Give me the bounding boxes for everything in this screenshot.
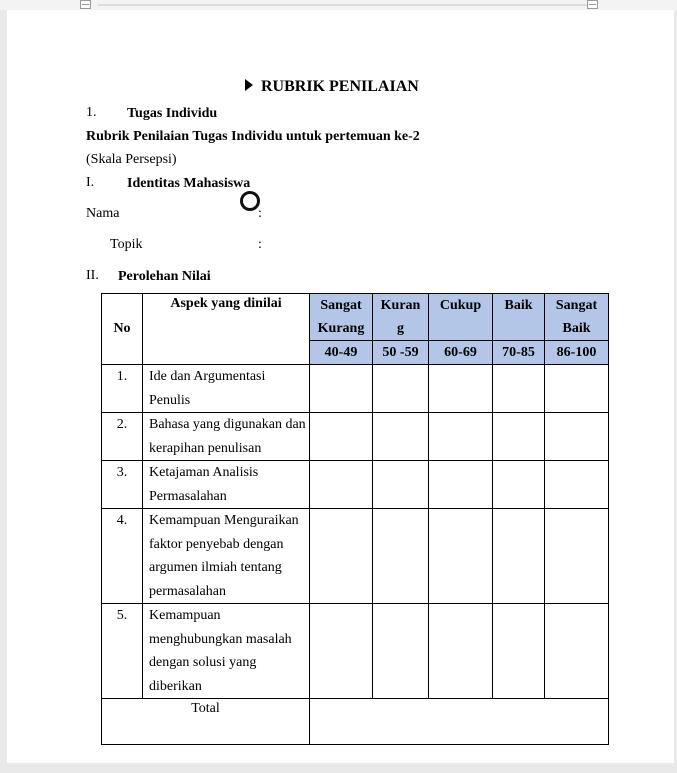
document-title: RUBRIK PENILAIAN bbox=[261, 78, 419, 95]
aspect-line: dengan solusi yang bbox=[149, 655, 257, 670]
header-label-line: Cukup bbox=[439, 298, 482, 313]
score-cell[interactable] bbox=[545, 461, 609, 509]
header-cukup bbox=[429, 294, 493, 341]
aspect-line: argumen ilmiah tentang bbox=[149, 560, 282, 575]
aspect-line: Kemampuan bbox=[149, 608, 221, 623]
header-label-line: g bbox=[397, 321, 404, 336]
score-cell[interactable] bbox=[493, 461, 545, 509]
header-sangat-baik bbox=[545, 294, 609, 341]
header-aspect: Aspek yang dinilai bbox=[143, 294, 310, 365]
ruler-track bbox=[98, 4, 588, 6]
aspect-cell bbox=[143, 413, 310, 461]
score-cell[interactable] bbox=[545, 365, 609, 413]
right-indent-marker[interactable] bbox=[587, 0, 598, 9]
scale-note: (Skala Persepsi) bbox=[86, 152, 177, 167]
score-cell[interactable] bbox=[429, 413, 493, 461]
aspect-cell bbox=[143, 365, 310, 413]
row-number: 2. bbox=[102, 413, 143, 461]
score-cell[interactable] bbox=[310, 365, 373, 413]
score-cell[interactable] bbox=[493, 365, 545, 413]
total-label: Total bbox=[102, 699, 310, 745]
aspect-cell bbox=[143, 509, 310, 604]
identity-title: Identitas Mahasiswa bbox=[127, 176, 251, 191]
table-row bbox=[102, 461, 609, 509]
score-cell[interactable] bbox=[310, 604, 373, 699]
range-cell: 40-49 bbox=[310, 341, 373, 365]
aspect-line: Bahasa yang digunakan dan bbox=[149, 417, 306, 432]
aspect-cell bbox=[143, 461, 310, 509]
aspect-cell bbox=[143, 604, 310, 699]
header-label-line: Sangat bbox=[555, 298, 598, 313]
document-title-line bbox=[245, 77, 419, 97]
row-number: 1. bbox=[102, 365, 143, 413]
score-cell[interactable] bbox=[429, 461, 493, 509]
score-cell[interactable] bbox=[310, 413, 373, 461]
score-cell[interactable] bbox=[493, 604, 545, 699]
scores-title: Perolehan Nilai bbox=[118, 269, 211, 284]
range-cell: 86-100 bbox=[545, 341, 609, 365]
range-cell: 60-69 bbox=[429, 341, 493, 365]
aspect-line: Permasalahan bbox=[149, 488, 227, 504]
score-cell[interactable] bbox=[373, 413, 429, 461]
section1-number: 1. bbox=[86, 105, 97, 120]
range-cell: 70-85 bbox=[493, 341, 545, 365]
identity-number: I. bbox=[86, 175, 95, 190]
header-label-line: Sangat bbox=[320, 298, 362, 313]
table-row bbox=[102, 365, 609, 413]
scoring-table bbox=[101, 293, 609, 745]
aspect-line: Ketajaman Analisis bbox=[149, 465, 259, 480]
total-row bbox=[102, 699, 609, 745]
score-cell[interactable] bbox=[373, 509, 429, 604]
triangle-bullet-icon bbox=[245, 79, 253, 91]
row-number: 3. bbox=[102, 461, 143, 509]
score-cell[interactable] bbox=[545, 509, 609, 604]
header-kurang bbox=[373, 294, 429, 341]
score-cell[interactable] bbox=[373, 461, 429, 509]
aspect-line: permasalahan bbox=[149, 583, 226, 599]
table-row bbox=[102, 413, 609, 461]
name-colon: : bbox=[258, 206, 262, 221]
header-no: No bbox=[102, 294, 143, 365]
header-row bbox=[102, 294, 609, 341]
header-label-line: Baik bbox=[562, 321, 591, 336]
score-cell[interactable] bbox=[429, 365, 493, 413]
aspect-line: Penulis bbox=[149, 392, 191, 408]
topic-colon: : bbox=[258, 237, 262, 252]
aspect-line: menghubungkan masalah bbox=[149, 631, 292, 647]
header-sangat-kurang bbox=[310, 294, 373, 341]
aspect-line: faktor penyebab dengan bbox=[149, 536, 284, 552]
row-number: 4. bbox=[102, 509, 143, 604]
aspect-line: Ide dan Argumentasi bbox=[149, 369, 266, 384]
score-cell[interactable] bbox=[429, 604, 493, 699]
header-label-line: Baik bbox=[504, 298, 533, 313]
aspect-line: Kemampuan Menguraikan bbox=[149, 513, 299, 528]
score-cell[interactable] bbox=[545, 413, 609, 461]
rubric-subtitle: Rubrik Penilaian Tugas Individu untuk pertemuan ke-2 bbox=[86, 129, 420, 144]
header-baik bbox=[493, 294, 545, 341]
aspect-line: kerapihan penulisan bbox=[149, 440, 262, 456]
score-cell[interactable] bbox=[429, 509, 493, 604]
name-label: Nama bbox=[86, 206, 120, 221]
header-label-line: Kurang bbox=[317, 321, 365, 336]
horizontal-ruler bbox=[0, 0, 677, 10]
table-row bbox=[102, 604, 609, 699]
section1-title: Tugas Individu bbox=[127, 106, 218, 121]
left-indent-marker[interactable] bbox=[80, 0, 91, 9]
total-value-cell[interactable] bbox=[310, 699, 609, 745]
score-cell[interactable] bbox=[493, 413, 545, 461]
scores-number: II. bbox=[86, 268, 99, 283]
score-cell[interactable] bbox=[373, 365, 429, 413]
score-cell[interactable] bbox=[545, 604, 609, 699]
table-row bbox=[102, 509, 609, 604]
score-cell[interactable] bbox=[310, 509, 373, 604]
score-cell[interactable] bbox=[493, 509, 545, 604]
header-label-line: Kuran bbox=[380, 298, 421, 313]
aspect-line: diberikan bbox=[149, 678, 202, 694]
score-cell[interactable] bbox=[373, 604, 429, 699]
range-cell: 50 -59 bbox=[373, 341, 429, 365]
row-number: 5. bbox=[102, 604, 143, 699]
topic-label: Topik bbox=[110, 237, 143, 252]
mouse-cursor-ring bbox=[240, 191, 260, 211]
document-page bbox=[7, 10, 674, 763]
score-cell[interactable] bbox=[310, 461, 373, 509]
